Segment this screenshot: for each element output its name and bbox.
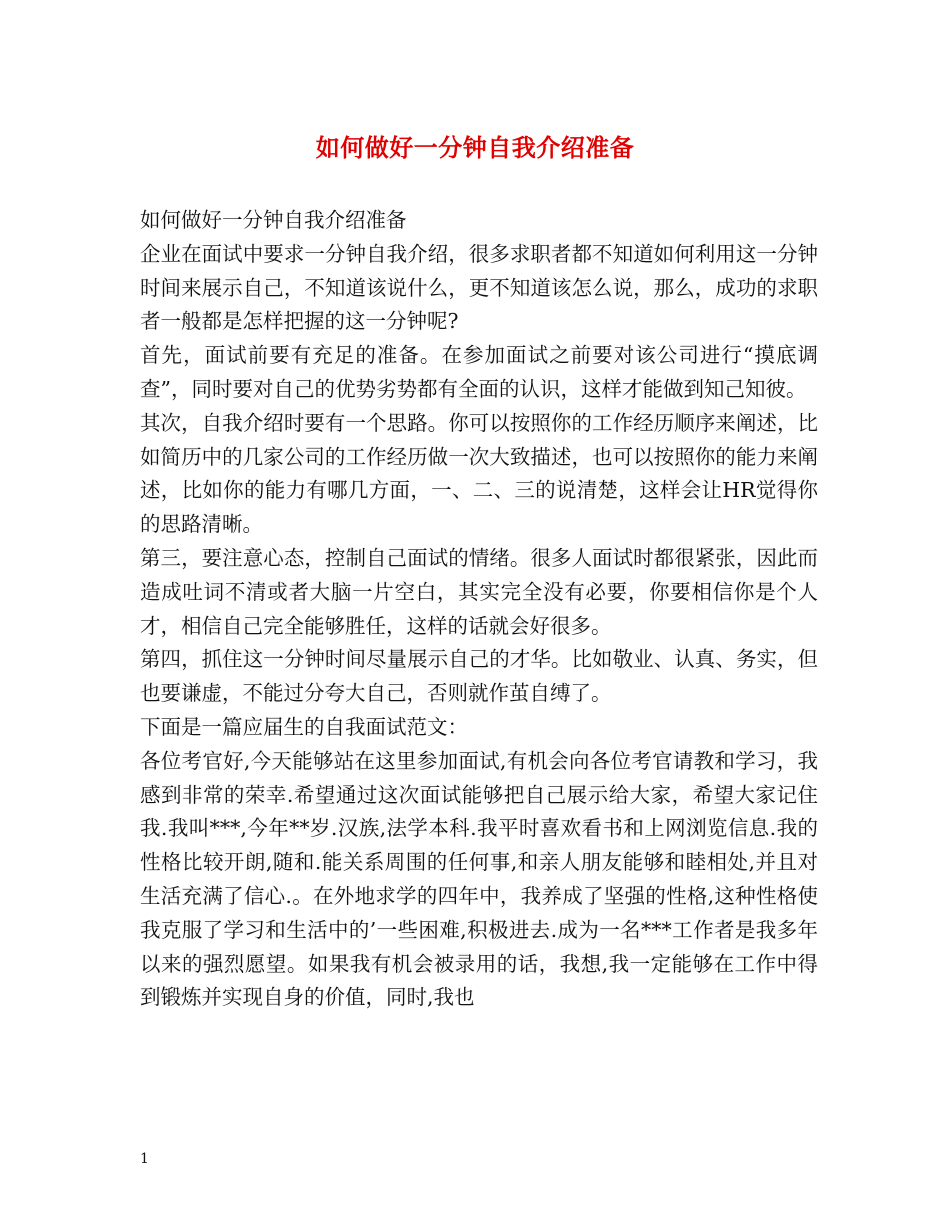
paragraph-heading: 如何做好一分钟自我介绍准备 bbox=[140, 208, 407, 232]
paragraph-sample-intro: 下面是一篇应届生的自我面试范文： bbox=[140, 714, 468, 739]
paragraph-first-point: 首先，面试前要有充足的准备。在参加面试之前要对该公司进行“摸底调查”，同时要对自己的优势劣势都有全面的认识，这样才能做到知己知彼。 bbox=[140, 343, 818, 401]
paragraph-second-point: 其次，自我介绍时要有一个思路。你可以按照你的工作经历顺序来阐述，比如简历中的几家公司的工作经历做一次大致描述，也可以按照你的能力来阐述，比如你的能力有哪几方面，一、二、三的说清楚，这样会让HR觉得你的思路清晰。 bbox=[140, 410, 818, 537]
paragraph-sample-text: 各位考官好,今天能够站在这里参加面试,有机会向各位考官请教和学习，我感到非常的荣幸.希望通过这次面试能够把自己展示给大家，希望大家记住我.我叫***,今年**岁.汉族,法学本科.我平时喜欢看书和上网浏览信息.我的性格比较开朗,随和.能关系周围的任何事,和亲人朋友能够和睦相处,并且对生活充满了信心.。在外地求学的四年中，我养成了坚强的性格,这种性格使我克服了学习和生活中的’一些困难,积极进去.成为一名***工作者是我多年以来的强烈愿望。如果我有机会被录用的话，我想,我一定能够在工作中得到锻炼并实现自身的价值，同时,我也 bbox=[140, 748, 818, 1010]
paragraph-intro: 企业在面试中要求一分钟自我介绍，很多求职者都不知道如何利用这一分钟时间来展示自己，不知道该说什么，更不知道该怎么说，那么，成功的求职者一般都是怎样把握的这一分钟呢? bbox=[140, 241, 818, 334]
paragraph-fourth-point: 第四，抓住这一分钟时间尽量展示自己的才华。比如敬业、认真、务实，但也要谦虚，不能过分夸大自己，否则就作茧自缚了。 bbox=[140, 647, 818, 706]
document-title: 如何做好一分钟自我介绍准备 bbox=[315, 133, 635, 162]
document-body bbox=[140, 204, 818, 1015]
page-number: 1 bbox=[140, 1151, 149, 1167]
paragraph-third-point: 第三，要注意心态，控制自己面试的情绪。很多人面试时都很紧张，因此而造成吐词不清或者大脑一片空白，其实完全没有必要，你要相信你是个人才，相信自己完全能够胜任，这样的话就会好很多。 bbox=[140, 545, 818, 638]
